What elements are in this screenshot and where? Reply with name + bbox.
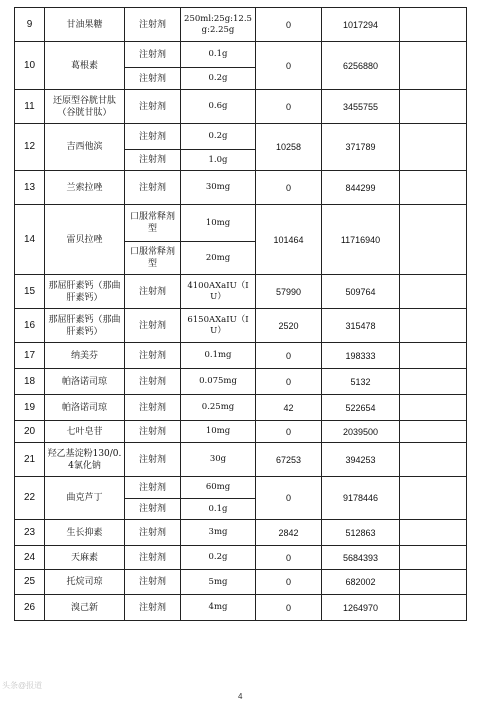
specification-cell: 0.6g (181, 90, 256, 124)
dosage-form-cell: 注射剂 (125, 395, 181, 421)
amount-cell: 371789 (322, 124, 400, 171)
quantity-cell: 0 (256, 8, 322, 42)
amount-cell: 5132 (322, 369, 400, 395)
specification-cell: 0.2g (181, 546, 256, 570)
drug-name-cell: 葛根素 (45, 42, 125, 90)
dosage-form-cell: 注射剂 (125, 369, 181, 395)
table-row (15, 369, 467, 395)
specification-cell: 1.0g (181, 150, 256, 171)
row-number-cell: 24 (15, 546, 45, 570)
drug-name-cell: 生长抑素 (45, 520, 125, 546)
blank-cell (400, 42, 467, 90)
blank-cell (400, 309, 467, 343)
amount-cell: 509764 (322, 275, 400, 309)
specification-cell: 10mg (181, 205, 256, 242)
quantity-cell: 67253 (256, 443, 322, 477)
specification-cell: 4100AXaIU（IU） (181, 275, 256, 309)
quantity-cell: 0 (256, 421, 322, 443)
amount-cell: 9178446 (322, 477, 400, 520)
drug-name-cell: 纳美芬 (45, 343, 125, 369)
specification-cell: 0.075mg (181, 369, 256, 395)
quantity-cell: 42 (256, 395, 322, 421)
table-row (15, 275, 467, 309)
row-number-cell: 26 (15, 595, 45, 621)
blank-cell (400, 520, 467, 546)
quantity-cell: 0 (256, 477, 322, 520)
drug-name-cell: 七叶皂苷 (45, 421, 125, 443)
specification-cell: 0.2g (181, 68, 256, 90)
quantity-cell: 2520 (256, 309, 322, 343)
row-number-cell: 17 (15, 343, 45, 369)
table-row (15, 171, 467, 205)
blank-cell (400, 443, 467, 477)
dosage-form-cell: 注射剂 (125, 150, 181, 171)
amount-cell: 6256880 (322, 42, 400, 90)
amount-cell: 11716940 (322, 205, 400, 275)
specification-cell: 60mg (181, 477, 256, 499)
drug-name-cell: 吉西他滨 (45, 124, 125, 171)
drug-name-cell: 雷贝拉唑 (45, 205, 125, 275)
dosage-form-cell: 注射剂 (125, 309, 181, 343)
dosage-form-cell: 注射剂 (125, 68, 181, 90)
dosage-form-cell: 注射剂 (125, 499, 181, 520)
amount-cell: 844299 (322, 171, 400, 205)
blank-cell (400, 171, 467, 205)
drug-name-cell: 天麻素 (45, 546, 125, 570)
blank-cell (400, 570, 467, 595)
row-number-cell: 21 (15, 443, 45, 477)
row-number-cell: 11 (15, 90, 45, 124)
dosage-form-cell: 注射剂 (125, 90, 181, 124)
table-row (15, 595, 467, 621)
dosage-form-cell: 注射剂 (125, 520, 181, 546)
blank-cell (400, 477, 467, 520)
amount-cell: 1264970 (322, 595, 400, 621)
row-number-cell: 15 (15, 275, 45, 309)
drug-name-cell: 托烷司琼 (45, 570, 125, 595)
specification-cell: 0.25mg (181, 395, 256, 421)
dosage-form-cell: 注射剂 (125, 477, 181, 499)
table-row (15, 42, 467, 68)
quantity-cell: 2842 (256, 520, 322, 546)
table-row (15, 570, 467, 595)
row-number-cell: 16 (15, 309, 45, 343)
blank-cell (400, 395, 467, 421)
amount-cell: 3455755 (322, 90, 400, 124)
specification-cell: 10mg (181, 421, 256, 443)
dosage-form-cell: 注射剂 (125, 275, 181, 309)
row-number-cell: 20 (15, 421, 45, 443)
quantity-cell: 0 (256, 90, 322, 124)
quantity-cell: 0 (256, 369, 322, 395)
quantity-cell: 101464 (256, 205, 322, 275)
specification-cell: 0.2g (181, 124, 256, 150)
row-number-cell: 18 (15, 369, 45, 395)
blank-cell (400, 343, 467, 369)
drug-name-cell: 甘油果糖 (45, 8, 125, 42)
quantity-cell: 0 (256, 42, 322, 90)
quantity-cell: 0 (256, 343, 322, 369)
drug-name-cell: 兰索拉唑 (45, 171, 125, 205)
page-footer: 4 (238, 692, 243, 701)
amount-cell: 1017294 (322, 8, 400, 42)
table-row (15, 343, 467, 369)
row-number-cell: 10 (15, 42, 45, 90)
table-row (15, 90, 467, 124)
drug-name-cell: 那屈肝素钙（那曲肝素钙） (45, 309, 125, 343)
specification-cell: 250ml:25g:12.5g:2.25g (181, 8, 256, 42)
table-row (15, 309, 467, 343)
drug-name-cell: 那屈肝素钙（那曲肝素钙） (45, 275, 125, 309)
dosage-form-cell: 注射剂 (125, 124, 181, 150)
table-row (15, 395, 467, 421)
dosage-form-cell: 口服常释剂型 (125, 242, 181, 275)
amount-cell: 394253 (322, 443, 400, 477)
quantity-cell: 0 (256, 171, 322, 205)
blank-cell (400, 369, 467, 395)
table-row (15, 124, 467, 150)
blank-cell (400, 275, 467, 309)
drug-name-cell: 羟乙基淀粉130/0.4氯化钠 (45, 443, 125, 477)
specification-cell: 4mg (181, 595, 256, 621)
blank-cell (400, 124, 467, 171)
dosage-form-cell: 注射剂 (125, 8, 181, 42)
dosage-form-cell: 注射剂 (125, 42, 181, 68)
amount-cell: 522654 (322, 395, 400, 421)
blank-cell (400, 205, 467, 275)
row-number-cell: 12 (15, 124, 45, 171)
amount-cell: 198333 (322, 343, 400, 369)
drug-table (14, 7, 467, 621)
table-row (15, 443, 467, 477)
amount-cell: 5684393 (322, 546, 400, 570)
quantity-cell: 0 (256, 546, 322, 570)
amount-cell: 682002 (322, 570, 400, 595)
specification-cell: 20mg (181, 242, 256, 275)
row-number-cell: 22 (15, 477, 45, 520)
specification-cell: 30mg (181, 171, 256, 205)
specification-cell: 3mg (181, 520, 256, 546)
amount-cell: 315478 (322, 309, 400, 343)
blank-cell (400, 90, 467, 124)
row-number-cell: 25 (15, 570, 45, 595)
dosage-form-cell: 注射剂 (125, 595, 181, 621)
blank-cell (400, 421, 467, 443)
drug-name-cell: 帕洛诺司琼 (45, 369, 125, 395)
quantity-cell: 57990 (256, 275, 322, 309)
drug-name-cell: 还原型谷胱甘肽（谷胱甘肽） (45, 90, 125, 124)
table-row (15, 205, 467, 242)
row-number-cell: 9 (15, 8, 45, 42)
dosage-form-cell: 注射剂 (125, 421, 181, 443)
table-row (15, 8, 467, 42)
table-row (15, 477, 467, 499)
watermark: 头条@报道 (2, 681, 43, 690)
row-number-cell: 23 (15, 520, 45, 546)
row-number-cell: 19 (15, 395, 45, 421)
dosage-form-cell: 口服常释剂型 (125, 205, 181, 242)
dosage-form-cell: 注射剂 (125, 171, 181, 205)
table-row (15, 520, 467, 546)
drug-name-cell: 曲克芦丁 (45, 477, 125, 520)
quantity-cell: 10258 (256, 124, 322, 171)
blank-cell (400, 595, 467, 621)
quantity-cell: 0 (256, 595, 322, 621)
blank-cell (400, 8, 467, 42)
amount-cell: 2039500 (322, 421, 400, 443)
row-number-cell: 13 (15, 171, 45, 205)
drug-name-cell: 帕洛诺司琼 (45, 395, 125, 421)
dosage-form-cell: 注射剂 (125, 343, 181, 369)
amount-cell: 512863 (322, 520, 400, 546)
dosage-form-cell: 注射剂 (125, 570, 181, 595)
specification-cell: 0.1mg (181, 343, 256, 369)
specification-cell: 0.1g (181, 499, 256, 520)
specification-cell: 6150AXaIU（IU） (181, 309, 256, 343)
table-row (15, 421, 467, 443)
blank-cell (400, 546, 467, 570)
specification-cell: 0.1g (181, 42, 256, 68)
quantity-cell: 0 (256, 570, 322, 595)
drug-name-cell: 溴己新 (45, 595, 125, 621)
specification-cell: 5mg (181, 570, 256, 595)
dosage-form-cell: 注射剂 (125, 443, 181, 477)
dosage-form-cell: 注射剂 (125, 546, 181, 570)
specification-cell: 30g (181, 443, 256, 477)
row-number-cell: 14 (15, 205, 45, 275)
table-row (15, 546, 467, 570)
